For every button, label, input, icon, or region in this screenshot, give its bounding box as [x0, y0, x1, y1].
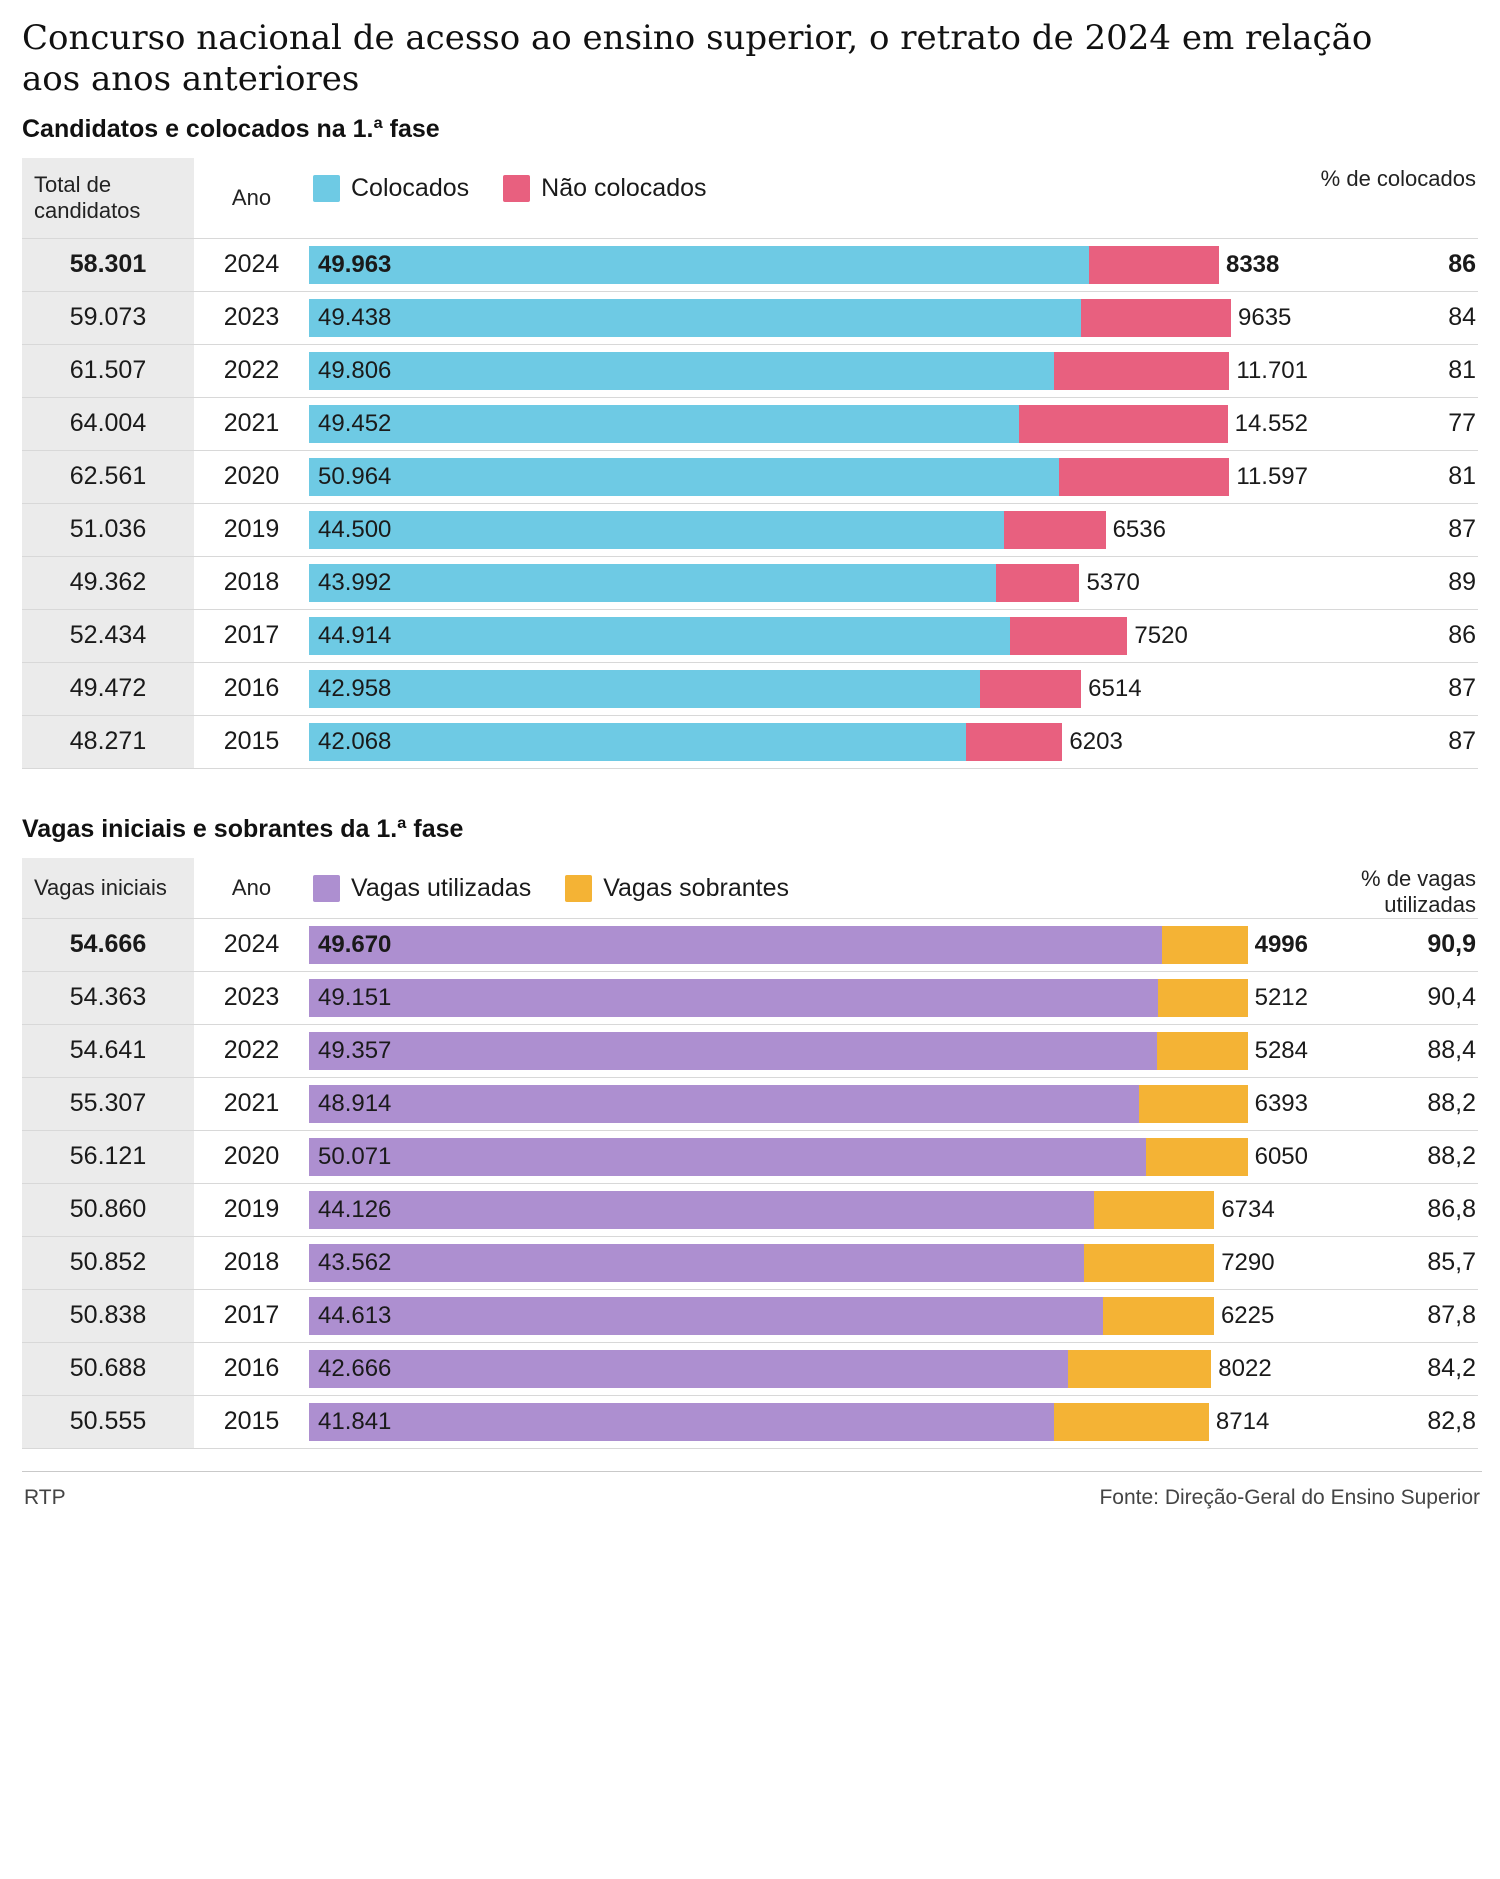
row-year: 2016 — [223, 1354, 280, 1383]
row-total: 49.472 — [22, 663, 194, 715]
table-row — [22, 238, 1478, 292]
table-row — [22, 1396, 1478, 1449]
bar-label-primary: 48.914 — [318, 1089, 392, 1117]
bar-segment-primary — [309, 405, 1019, 443]
bar-segment-secondary — [1059, 458, 1230, 496]
row-year: 2016 — [223, 674, 280, 703]
bar-label-secondary: 6203 — [1069, 727, 1123, 755]
footer-source-right: Fonte: Direção-Geral do Ensino Superior — [1099, 1485, 1480, 1509]
chart-header-row — [22, 158, 1478, 238]
chart-header-row — [22, 858, 1478, 918]
chart-vagas — [22, 858, 1478, 1449]
row-total: 50.838 — [22, 1290, 194, 1342]
row-year: 2023 — [223, 303, 280, 332]
bar-label-secondary: 4996 — [1254, 930, 1308, 958]
bar-label-primary: 42.666 — [318, 1354, 392, 1382]
page-title: Concurso nacional de acesso ao ensino superior, o retrato de 2024 em relação aos anos anteriores — [22, 18, 1373, 100]
row-pct: 82,8 — [1427, 1407, 1476, 1436]
bar-segment-primary — [309, 1032, 1157, 1070]
row-year: 2019 — [223, 515, 280, 544]
legend-item-vagas-utilizadas — [313, 874, 531, 903]
legend — [309, 158, 1308, 238]
column-header-total: Vagas iniciais — [22, 858, 194, 918]
row-bars — [309, 292, 1308, 344]
row-bars — [309, 1025, 1308, 1077]
column-header-pct: % de colocados — [1320, 165, 1476, 191]
bar-label-secondary: 11.701 — [1236, 356, 1308, 384]
bar-segment-primary — [309, 617, 1010, 655]
bar-segment-primary — [309, 1191, 1094, 1229]
row-bars — [309, 610, 1308, 662]
row-year: 2024 — [223, 250, 280, 279]
bar-label-secondary: 8714 — [1215, 1407, 1270, 1435]
bar-segment-secondary — [1084, 1244, 1214, 1282]
bar-segment-secondary — [1089, 246, 1219, 284]
bar-segment-secondary — [1139, 1085, 1248, 1123]
row-pct: 87 — [1448, 674, 1476, 703]
row-total: 51.036 — [22, 504, 194, 556]
row-pct: 88,4 — [1427, 1036, 1476, 1065]
bar-segment-primary — [309, 723, 966, 761]
bar-segment-secondary — [1146, 1138, 1247, 1176]
row-bars — [309, 1396, 1308, 1448]
row-year: 2018 — [223, 568, 280, 597]
bar-label-primary: 44.500 — [318, 515, 392, 543]
bar-label-primary: 49.670 — [318, 930, 392, 958]
row-bars — [309, 451, 1308, 503]
bar-segment-secondary — [1094, 1191, 1214, 1229]
bar-segment-secondary — [1158, 979, 1248, 1017]
row-bars — [309, 1184, 1308, 1236]
bar-label-secondary: 8338 — [1225, 250, 1280, 278]
row-year: 2017 — [223, 621, 280, 650]
column-header-year: Ano — [231, 874, 272, 900]
bar-segment-primary — [309, 1085, 1139, 1123]
row-year: 2015 — [223, 1407, 280, 1436]
bar-segment-secondary — [1054, 1403, 1209, 1441]
row-pct: 90,4 — [1427, 983, 1476, 1012]
row-year: 2022 — [223, 356, 280, 385]
row-total: 50.860 — [22, 1184, 194, 1236]
bar-label-primary: 49.452 — [318, 409, 392, 437]
bar-segment-secondary — [1054, 352, 1229, 390]
table-row — [22, 972, 1478, 1025]
footer-source-left: RTP — [24, 1485, 66, 1509]
row-total: 54.363 — [22, 972, 194, 1024]
table-row — [22, 1343, 1478, 1396]
bar-segment-primary — [309, 979, 1158, 1017]
table-row — [22, 292, 1478, 345]
bar-label-secondary: 6536 — [1112, 515, 1166, 543]
bar-label-primary: 41.841 — [318, 1407, 392, 1435]
legend-swatch-vagas-sobrantes — [565, 875, 592, 902]
bar-segment-secondary — [1162, 926, 1248, 964]
bar-segment-secondary — [996, 564, 1080, 602]
bar-label-primary: 43.562 — [318, 1248, 392, 1276]
bar-label-secondary: 14.552 — [1234, 409, 1308, 437]
section-title-candidatos: Candidatos e colocados na 1.ª fase — [22, 114, 440, 143]
bar-label-primary: 49.438 — [318, 303, 392, 331]
legend-label-nao-colocados: Não colocados — [541, 173, 707, 202]
legend-label-colocados: Colocados — [351, 173, 470, 202]
row-pct: 86 — [1448, 621, 1476, 650]
bar-segment-primary — [309, 1403, 1054, 1441]
bar-segment-secondary — [1081, 299, 1231, 337]
bar-segment-primary — [309, 1244, 1084, 1282]
table-row — [22, 663, 1478, 716]
row-total: 55.307 — [22, 1078, 194, 1130]
row-bars — [309, 1078, 1308, 1130]
bar-label-primary: 49.357 — [318, 1036, 392, 1064]
table-row — [22, 1237, 1478, 1290]
table-row — [22, 1131, 1478, 1184]
row-total: 50.555 — [22, 1396, 194, 1448]
row-pct: 86 — [1448, 250, 1476, 279]
bar-label-secondary: 6734 — [1221, 1195, 1275, 1223]
row-pct: 86,8 — [1427, 1195, 1476, 1224]
table-row — [22, 398, 1478, 451]
row-bars — [309, 398, 1308, 450]
bar-label-primary: 50.071 — [318, 1142, 392, 1170]
row-pct: 87 — [1448, 727, 1476, 756]
chart-section-vagas — [22, 815, 1478, 1449]
legend — [309, 858, 1308, 918]
bar-segment-primary — [309, 1350, 1068, 1388]
bar-label-secondary: 8022 — [1218, 1354, 1272, 1382]
bar-label-secondary: 7290 — [1221, 1248, 1275, 1276]
legend-swatch-nao-colocados — [503, 175, 530, 202]
bar-label-primary: 49.806 — [318, 356, 392, 384]
bar-segment-primary — [309, 246, 1089, 284]
table-row — [22, 610, 1478, 663]
bar-label-secondary: 9635 — [1238, 303, 1292, 331]
row-total: 59.073 — [22, 292, 194, 344]
bar-segment-secondary — [1004, 511, 1106, 549]
row-pct: 88,2 — [1427, 1142, 1476, 1171]
bar-segment-secondary — [966, 723, 1063, 761]
chart-rows-candidatos — [22, 238, 1478, 769]
table-row — [22, 1184, 1478, 1237]
legend-swatch-vagas-utilizadas — [313, 875, 340, 902]
bar-label-primary: 44.613 — [318, 1301, 392, 1329]
bar-segment-primary — [309, 564, 996, 602]
chart-rows-vagas — [22, 918, 1478, 1449]
row-pct: 87,8 — [1427, 1301, 1476, 1330]
row-total: 56.121 — [22, 1131, 194, 1183]
row-year: 2019 — [223, 1195, 280, 1224]
row-total: 52.434 — [22, 610, 194, 662]
bar-label-primary: 49.963 — [318, 250, 392, 278]
column-header-pct: % de vagas utilizadas — [1361, 865, 1476, 917]
bar-label-secondary: 5284 — [1254, 1036, 1308, 1064]
chart-candidatos — [22, 158, 1478, 769]
row-bars — [309, 1131, 1308, 1183]
table-row — [22, 345, 1478, 398]
section-title-vagas: Vagas iniciais e sobrantes da 1.ª fase — [22, 814, 464, 843]
bar-label-primary: 44.914 — [318, 621, 392, 649]
legend-item-colocados — [313, 174, 469, 203]
row-total: 61.507 — [22, 345, 194, 397]
row-year: 2021 — [223, 409, 280, 438]
row-year: 2020 — [223, 1142, 280, 1171]
bar-segment-primary — [309, 670, 980, 708]
row-total: 48.271 — [22, 716, 194, 768]
row-pct: 81 — [1448, 462, 1476, 491]
bar-label-secondary: 7520 — [1134, 621, 1188, 649]
bar-label-secondary: 6514 — [1088, 674, 1142, 702]
row-total: 54.641 — [22, 1025, 194, 1077]
table-row — [22, 1025, 1478, 1078]
legend-label-vagas-utilizadas: Vagas utilizadas — [351, 873, 532, 902]
row-bars — [309, 239, 1308, 291]
bar-segment-primary — [309, 926, 1162, 964]
bar-segment-primary — [309, 511, 1004, 549]
bar-label-secondary: 6393 — [1254, 1089, 1308, 1117]
row-pct: 88,2 — [1427, 1089, 1476, 1118]
row-year: 2023 — [223, 983, 280, 1012]
bar-label-secondary: 5212 — [1254, 983, 1308, 1011]
column-header-year: Ano — [231, 184, 272, 210]
bar-label-secondary: 6225 — [1220, 1301, 1275, 1329]
row-total: 49.362 — [22, 557, 194, 609]
bar-label-primary: 50.964 — [318, 462, 392, 490]
row-pct: 90,9 — [1427, 930, 1476, 959]
row-bars — [309, 557, 1308, 609]
row-pct: 87 — [1448, 515, 1476, 544]
table-row — [22, 918, 1478, 972]
row-pct: 81 — [1448, 356, 1476, 385]
bar-segment-secondary — [1068, 1350, 1211, 1388]
bar-label-primary: 42.068 — [318, 727, 392, 755]
bar-segment-primary — [309, 352, 1054, 390]
row-year: 2015 — [223, 727, 280, 756]
row-year: 2021 — [223, 1089, 280, 1118]
row-bars — [309, 504, 1308, 556]
bar-segment-secondary — [1103, 1297, 1214, 1335]
table-row — [22, 451, 1478, 504]
row-total: 62.561 — [22, 451, 194, 503]
row-bars — [309, 1343, 1308, 1395]
bar-label-primary: 43.992 — [318, 568, 392, 596]
row-total: 54.666 — [22, 919, 194, 971]
table-row — [22, 557, 1478, 610]
legend-swatch-colocados — [313, 175, 340, 202]
row-year: 2018 — [223, 1248, 280, 1277]
bar-label-primary: 42.958 — [318, 674, 392, 702]
row-total: 50.688 — [22, 1343, 194, 1395]
row-pct: 77 — [1448, 409, 1476, 438]
row-year: 2020 — [223, 462, 280, 491]
table-row — [22, 1078, 1478, 1131]
bar-label-primary: 44.126 — [318, 1195, 392, 1223]
legend-item-vagas-sobrantes — [565, 874, 789, 903]
row-year: 2024 — [223, 930, 280, 959]
bar-label-secondary: 5370 — [1086, 568, 1140, 596]
bar-segment-primary — [309, 1138, 1146, 1176]
table-row — [22, 1290, 1478, 1343]
row-pct: 84,2 — [1427, 1354, 1476, 1383]
row-year: 2022 — [223, 1036, 280, 1065]
bar-segment-secondary — [1010, 617, 1127, 655]
bar-segment-secondary — [980, 670, 1082, 708]
row-pct: 89 — [1448, 568, 1476, 597]
chart-section-candidatos — [22, 115, 1478, 769]
table-row — [22, 504, 1478, 557]
bar-label-secondary: 6050 — [1254, 1142, 1308, 1170]
row-bars — [309, 972, 1308, 1024]
table-row — [22, 716, 1478, 769]
column-header-total: Total de candidatos — [22, 158, 194, 238]
legend-label-vagas-sobrantes: Vagas sobrantes — [603, 873, 789, 902]
row-bars — [309, 663, 1308, 715]
row-bars — [309, 1237, 1308, 1289]
row-bars — [309, 1290, 1308, 1342]
bar-label-secondary: 11.597 — [1236, 462, 1308, 490]
bar-label-primary: 49.151 — [318, 983, 392, 1011]
bar-segment-primary — [309, 458, 1059, 496]
row-year: 2017 — [223, 1301, 280, 1330]
row-bars — [309, 716, 1308, 768]
row-total: 58.301 — [22, 239, 194, 291]
row-pct: 84 — [1448, 303, 1476, 332]
footer — [22, 1471, 1482, 1526]
row-total: 64.004 — [22, 398, 194, 450]
bar-segment-secondary — [1157, 1032, 1248, 1070]
bar-segment-primary — [309, 299, 1081, 337]
bar-segment-primary — [309, 1297, 1103, 1335]
legend-item-nao-colocados — [503, 174, 706, 203]
row-pct: 85,7 — [1427, 1248, 1476, 1277]
bar-segment-secondary — [1019, 405, 1228, 443]
row-total: 50.852 — [22, 1237, 194, 1289]
row-bars — [309, 345, 1308, 397]
row-bars — [309, 919, 1308, 971]
